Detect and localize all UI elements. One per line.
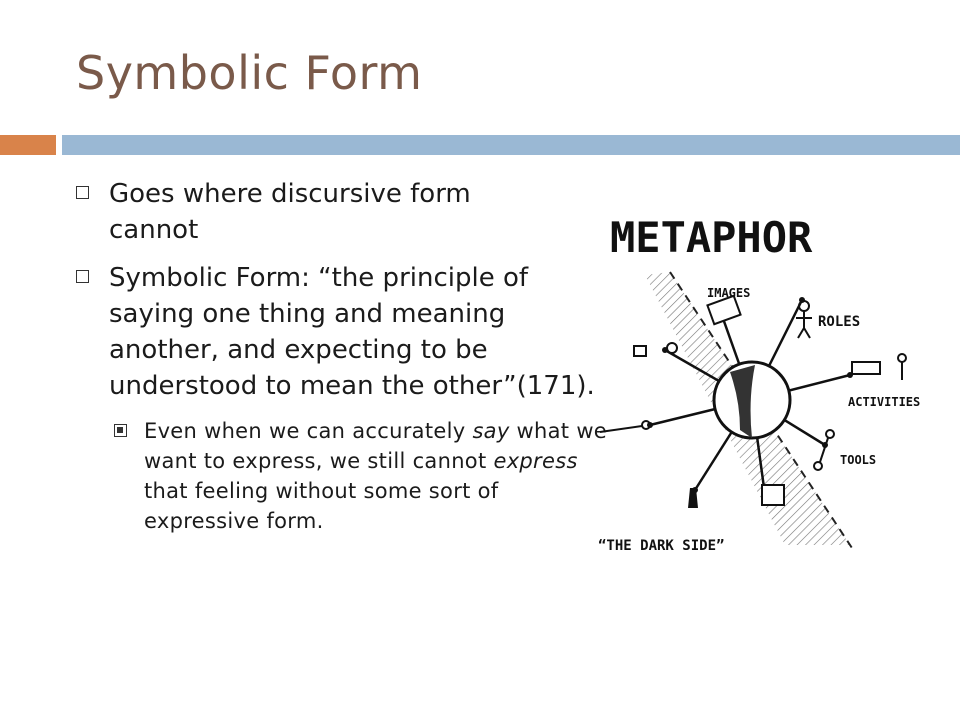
- activity-icon: [852, 354, 906, 380]
- label-dark-side: “THE DARK SIDE”: [598, 538, 725, 554]
- bullet-2-text: Symbolic Form: “the principle of saying one thing and meaning another, and expecting to be understood to mean the other”(171).: [109, 263, 595, 401]
- header-bar: [62, 135, 960, 155]
- screen-icon: [762, 485, 784, 505]
- label-tools: TOOLS: [840, 453, 877, 467]
- sub-bullet: [76, 416, 616, 536]
- lying-figure-icon: [600, 421, 650, 432]
- bullet-2: [76, 260, 616, 404]
- bullet-1-text: Goes where discursive form cannot: [109, 179, 471, 245]
- label-activities: ACTIVITIES: [848, 395, 921, 409]
- accent-bar: [0, 135, 56, 155]
- label-images: IMAGES: [707, 286, 751, 300]
- sub-bullet-text: Even when we can accurately say what we want to express, we still cannot express that feeling without some sort of expressive form.: [144, 419, 608, 533]
- square-bullet-icon: [76, 186, 89, 199]
- image-icon: [707, 296, 740, 324]
- square-bullet-icon: [76, 270, 89, 283]
- slide-title: Symbolic Form: [76, 46, 423, 100]
- metaphor-title: METAPHOR: [610, 213, 813, 262]
- bullet-1: [76, 176, 616, 248]
- person-icon: [796, 301, 812, 338]
- wrench-icon: [814, 430, 834, 470]
- label-roles: ROLES: [818, 314, 861, 330]
- filled-square-bullet-icon: [114, 424, 127, 437]
- slide-content: [76, 176, 616, 536]
- metaphor-illustration: [590, 200, 940, 560]
